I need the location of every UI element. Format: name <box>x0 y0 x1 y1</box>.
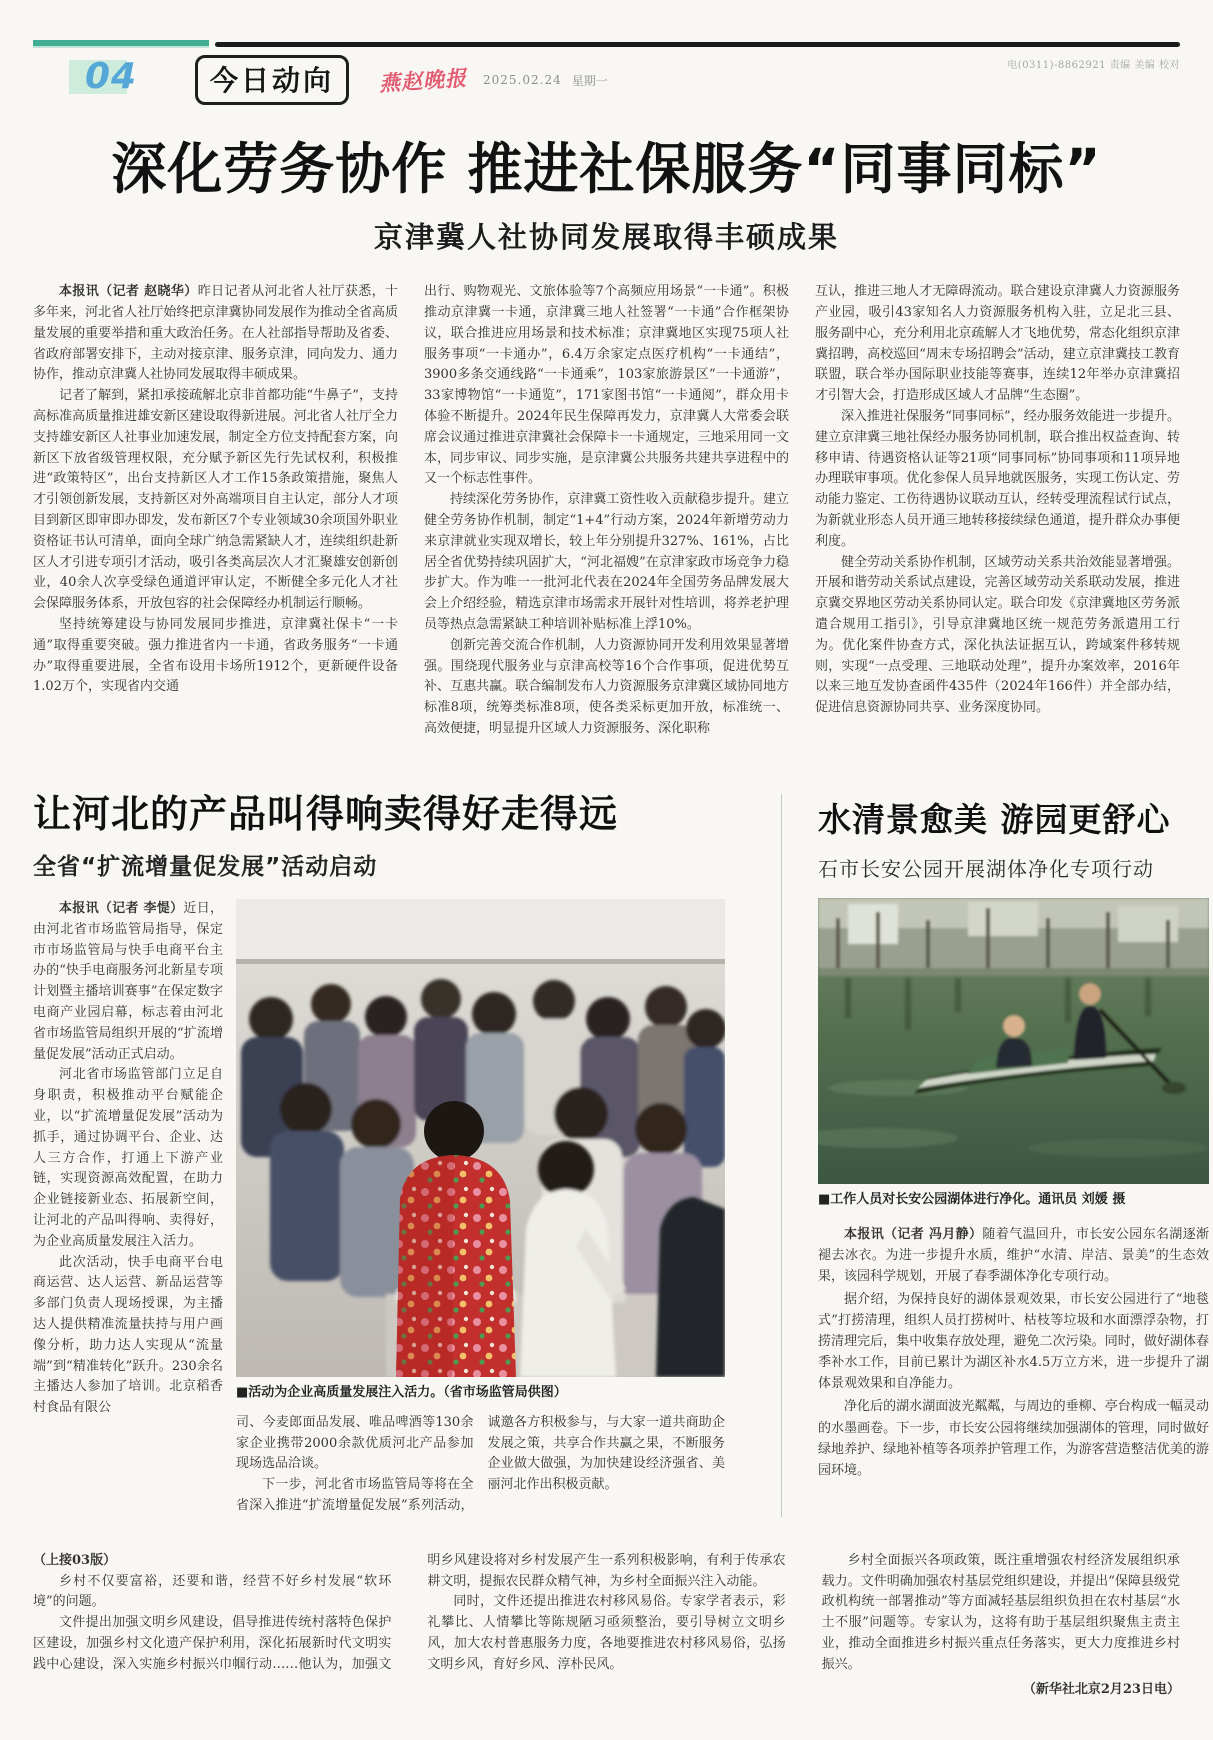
publication-date: 2025.02.24 <box>483 73 562 87</box>
paragraph: 出行、购物观光、文旅体验等7个高频应用场景“一卡通”。积极推动京津冀一卡通，京津冀三地人社签署“一卡通”合作框架协议，联合推进应用场景和技术标准；京津冀地区实现75项人社服务事项“一卡通办”，6.4万余家定点医疗机构“一卡通结”，3900多条交通线路“一卡通乘”，103家旅游景区“一卡通游”，33家博物馆“一卡通览”，171家图书馆“一卡通阅”，群众用卡体验不断提升。2024年民生保障再发力，京津冀人大常委会联席会议通过推进京津冀社会保障卡一卡通规定，三地采用同一文本，同步审议、同步实施，是京津冀公共服务共建共享进程中的又一个标志性事件。 <box>424 284 789 487</box>
lead-column-2 <box>424 282 789 764</box>
contact-info: 电(0311)-8862921 责编 美编 校对 <box>1007 60 1180 71</box>
lead-column-3 <box>815 282 1180 764</box>
paragraph: 净化后的湖水湖面波光粼粼，与周边的垂柳、亭台构成一幅灵动的水墨画卷。下一步，市长安公园将继续加强湖体的管理，同时做好绿地养护、绿地补植等各项养护管理工作，为游客营造整洁优美的游园环境。 <box>818 1399 1209 1478</box>
paragraph: 乡村全面振兴各项政策，既注重增强农村经济发展组织承载力。文件明确加强农村基层党组织建设，并提出“保障县级党政机构统一部署推动”等方面减轻基层组织负担在农村基层“水土不服”问题等。专家认为，这将有助于基层组织聚焦主责主业，推动全面推进乡村振兴重点任务落实，更大力度推进乡村振兴。 <box>821 1552 1180 1672</box>
continued-from-label: （上接03版） <box>33 1552 117 1568</box>
page-header <box>33 56 1180 104</box>
lead-subheadline: 京津冀人社协同发展取得丰硕成果 <box>373 220 839 255</box>
paragraph: 河北省市场监管部门立足自身职责，积极推动平台赋能企业，以“扩流增量促发展”活动为抓手，通过协调平台、企业、达人三方合作，打通上下游产业链，实现资源高效配置，在助力企业链接新业态、拓展新空间，让河北的产品叫得响、卖得好，为企业高质量发展注入活力。 <box>33 1067 223 1249</box>
paragraph: 本报讯（记者 李惿）近日，由河北省市场监管局指导，保定市市场监管局与快手电商平台主办的“快手电商服务河北新星专项计划暨主播培训赛事”在保定数字电商产业园启幕，标志着由河北省市场监管局组织开展的“扩流增量促发展”活动正式启动。 <box>33 901 223 1062</box>
park-photo-caption: ■工作人员对长安公园湖体进行净化。通讯员 刘媛 摄 <box>818 1192 1126 1208</box>
paragraph: 司、今麦郎面品发展、唯品啤酒等130余家企业携带2000余款优质河北产品参加现场选品洽谈。 <box>236 1414 474 1472</box>
event-photo <box>236 899 725 1377</box>
paragraph: 记者了解到，紧扣承接疏解北京非首都功能“牛鼻子”，支持高标准高质量推进雄安新区建设取得新进展。河北省人社厅全力支持雄安新区人社事业加速发展，制定全方位支持配套方案，向新区下放省级管理权限，充分赋予新区先行先试权利，积极推进“政策特区”，出台支持新区人才工作15条政策措施，聚焦人才引领创新发展，支持新区对外高端项目自主认定，部分人才项目到新区即审即办即发，发布新区7个专业领域30余项国外职业资格证书认可清单，面向全球广纳急需紧缺人才，连续组织赴新区人才引进专项引才活动，吸引各类高层次人才汇聚雄安创新创业，40余人次享受绿色通道评审认定，不断健全多元化人才社会保障服务体系，开放包容的社会保障经办机制运行顺畅。 <box>33 388 398 612</box>
black-rule <box>215 42 1180 47</box>
park-article-body <box>818 1224 1209 1481</box>
paragraph: 持续深化劳务协作，京津冀工资性收入贡献稳步提升。建立健全劳务协作机制，制定“1+4”行动方案，2024年新增劳动力来京津就业实现双增长，较上年分别提升327%、161%，占比居全省优势持续巩固扩大，“河北福嫂”在京津家政市场竞争力稳步扩大。作为唯一一批河北代表在2024年全国劳务品牌发展大会上介绍经验，精选京津市场需求开展针对性培训，将养老护理员等热点急需紧缺工种培训补贴标准上浮10%。 <box>424 492 789 632</box>
page-number-wrap <box>85 58 155 102</box>
market-article <box>33 794 725 1517</box>
paragraph: 下一步，河北省市场监管局等将在全省深入推进“扩流增量促发展”系列活动，诚邀各方积极参与，与大家一道共商助企发展之策，共享合作共赢之果，不断服务企业做大做强，为加快建设经济强省、美丽河北作出积极贡献。 <box>236 1414 725 1514</box>
park-article <box>818 794 1209 1517</box>
byline: 本报讯（记者 李惿） <box>59 901 184 917</box>
wire-credit: （新华社北京2月23日电） <box>1022 1681 1180 1697</box>
continuation-section <box>33 1551 1180 1701</box>
header-rules <box>33 0 1180 48</box>
paragraph: 此次活动，快手电商平台电商运营、达人运营、新品运营等多部门负责人现场授课，为主播达人提供精准流量扶持与用户画像分析，助力达人实现从“流量端”到“精准转化”跃升。230余名主播达人参加了培训。北京稻香村食品有限公 <box>33 1254 223 1416</box>
vertical-divider <box>781 794 782 1517</box>
paragraph: 互认，推进三地人才无障碍流动。联合建设京津冀人力资源服务产业园，吸引43家知名人力资源服务机构入驻，立足北三县、服务副中心，充分利用北京疏解人才飞地优势，常态化组织京津冀招聘，高校巡回“周末专场招聘会”活动，建立京津冀技工教育联盟，联合举办国际职业技能等赛事，连续12年举办京津冀招才引智大会，打造形成区域人才品牌“生态圈”。 <box>815 284 1180 404</box>
paragraph: 本报讯（记者 冯月静）随着气温回升，市长安公园东名湖逐渐褪去冰衣。为进一步提升水质，维护“水清、岸洁、景美”的生态效果，该园科学规划，开展了春季湖体净化专项行动。 <box>818 1227 1209 1285</box>
section-label: 今日动向 <box>195 55 349 105</box>
teal-rule <box>33 40 209 48</box>
lead-article-body <box>33 282 1180 764</box>
paragraph: 乡村不仅要富裕，还要和谐，经营不好乡村发展“软环境”的问题。 <box>33 1573 392 1610</box>
paragraph: 深入推进社保服务“同事同标”，经办服务效能进一步提升。建立京津冀三地社保经办服务协同机制，联合推出权益查询、转移申请、待遇资格认证等21项“同事同标”协同事项和11项异地办理联审事项。优化参保人员异地就医服务，实现工伤认定、劳动能力鉴定、工伤待遇协议联动互认，经转受理流程试行试点，为新就业形态人员开通三地转移接续绿色通道，提升群众办事便利度。 <box>815 409 1180 549</box>
market-headline: 让河北的产品叫得响卖得好走得远 <box>33 792 619 837</box>
paragraph: 文件提出加强文明乡风建设，倡导推进传统村落特色保护区建设，加强乡村文化遗产保护利用，深化拓展新时代文明实践中心建设，深入实施乡村振兴巾帼行动……他认为，加强文明乡风建设将对乡村发展产生一系列积极影响，有利于传承农耕文明，提振农民群众精气神，为乡村全面振兴注入动能。 <box>33 1552 786 1672</box>
lead-column-1 <box>33 282 398 764</box>
lead-headline: 深化劳务协作 推进社保服务“同事同标” <box>111 137 1102 201</box>
market-bottom-columns <box>236 1413 725 1517</box>
paragraph: 据介绍，为保持良好的湖体景观效果，市长安公园进行了“地毯式”打捞清理，组织人员打捞树叶、枯枝等垃圾和水面漂浮杂物，打捞清理完后，集中收集存放处理，避免二次污染。同时，做好湖体春季补水工作，目前已累计为湖区补水4.5万立方米，进一步提升了湖体景观效果和自净能力。 <box>818 1292 1209 1392</box>
masthead-logo: 燕赵晚报 <box>378 64 468 97</box>
paragraph: 坚持统筹建设与协同发展同步推进，京津冀社保卡“一卡通”取得重要突破。强力推进省内一卡通，省政务服务“一卡通办”取得重要进展，全省布设用卡场所1912个，更新硬件设备1.02万个，实现省内交通 <box>33 617 398 695</box>
market-photo-caption: ■活动为企业高质量发展注入活力。（省市场监管局供图） <box>236 1385 567 1401</box>
page-number: 04 <box>85 56 138 97</box>
paragraph <box>33 1551 391 1572</box>
lake-photo <box>818 898 1209 1184</box>
second-row <box>33 792 1209 1517</box>
paragraph: 健全劳动关系协作机制，区域劳动关系共治效能显著增强。开展和谐劳动关系试点建设，完善区域劳动关系联动发展，推进京冀交界地区劳动关系协同认定。联合印发《京津冀地区劳务派遣合规用工指引》，引导京津冀地区统一规范劳务派遣用工行为。优化案件协查方式，深化执法证据互认，跨域案件移转规则，实现“一点受理、三地联动处理”，提升办案效率，2016年以来三地互发协查函件435件（2024年166件）并全部办结，促进信息资源协同共享、业务深度协同。 <box>815 554 1180 716</box>
market-text-column <box>33 899 223 1517</box>
byline: 本报讯（记者 赵晓华） <box>59 284 198 300</box>
weekday: 星期一 <box>571 73 608 88</box>
paragraph: 同时，文件还提出推进农村移风易俗。专家学者表示，彩礼攀比、人情攀比等陈规陋习亟须整治，要引导树立文明乡风，加大农村普惠服务力度，各地要推进农村移风易俗，弘扬文明乡风，育好乡风、淳朴民风。 <box>427 1594 786 1672</box>
byline: 本报讯（记者 冯月静） <box>844 1227 983 1243</box>
market-article-body <box>33 899 725 1517</box>
paragraph: 创新完善交流合作机制，人力资源协同开发利用效果显著增强。围绕现代服务业与京津高校等16个合作事项，促进优势互补、互惠共赢。联合编制发布人力资源服务京津冀区域协同地方标准8项，统筹类标准8项，使各类采标更加开放，标准统一、高效便捷，明显提升区域人力资源服务、深化职称 <box>424 637 789 736</box>
market-subheadline: 全省“扩流增量促发展”活动启动 <box>33 854 378 881</box>
paragraph: 本报讯（记者 赵晓华）昨日记者从河北省人社厅获悉，十多年来，河北省人社厅始终把京津冀协同发展作为推动全省高质量发展的重要举措和重大政治任务。在人社部指导帮助及省委、省政府部署安排下，主动对接京津、服务京津，同向发力、通力协作，推动京津冀人社协同发展取得丰硕成果。 <box>33 284 398 383</box>
market-photo-block <box>236 899 725 1517</box>
park-subheadline: 石市长安公园开展湖体净化专项行动 <box>818 857 1154 882</box>
park-headline: 水清景愈美 游园更舒心 <box>818 800 1171 840</box>
